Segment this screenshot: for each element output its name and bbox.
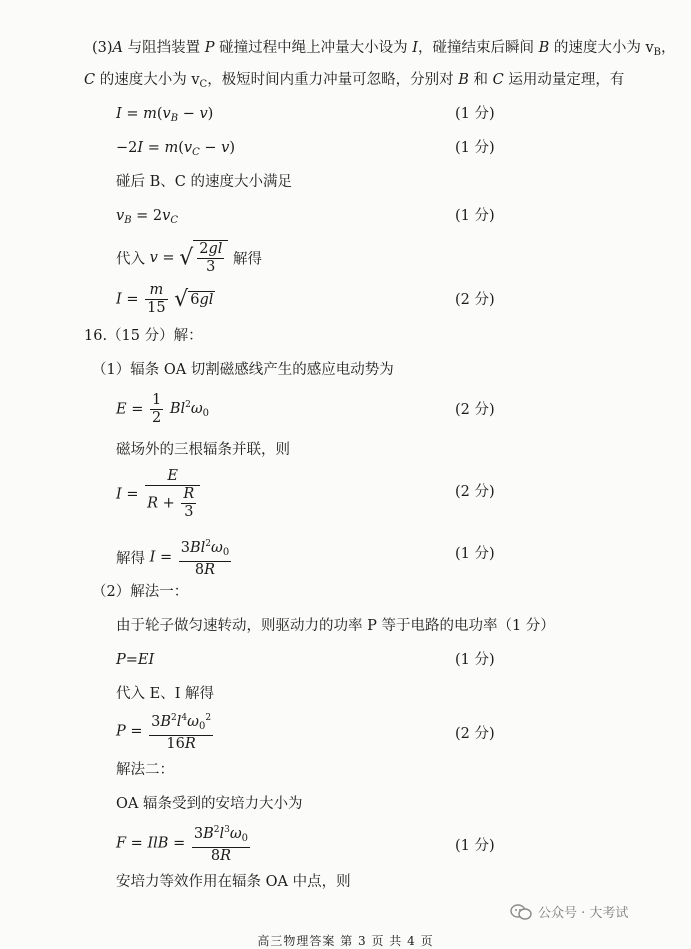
q16-part1: （1）辐条 OA 切割磁感线产生的感应电动势为 — [92, 362, 394, 378]
equation-emf: E = $\frac{1}{2}$ $Bl^2\omega_0$ — [116, 392, 210, 426]
equation-impulse-c: $-2I = m(v_C - v)$ — [116, 140, 236, 158]
ampere-force-text: OA 辐条受到的安培力大小为 — [116, 796, 303, 812]
equation-velocity-relation: $v_B = 2v_C$ — [116, 208, 179, 226]
equation-impulse-b: $I = m(v_B - v)$ — [116, 106, 214, 124]
score-eq5: (2 分) — [455, 402, 495, 418]
uniform-rotation-text: 由于轮子做匀速转动，则驱动力的功率 P 等于电路的电功率（1 分） — [116, 618, 555, 634]
result-current: 解得 I = $\frac{3Bl^2\omega_0}{8R}$ — [116, 536, 233, 579]
score-eq6: (2 分) — [455, 484, 495, 500]
score-eq10: (1 分) — [455, 838, 495, 854]
score-eq4: (2 分) — [455, 292, 495, 308]
parallel-text: 磁场外的三根辐条并联，则 — [116, 442, 290, 458]
page-footer: 高三物理答案 第 3 页 共 4 页 — [257, 934, 434, 948]
substitute-ei-text: 代入 E、I 解得 — [116, 686, 215, 702]
result-power: P = $\frac{3B^2l^4\omega_0^2}{16R}$ — [116, 710, 215, 753]
result-impulse: I = $\frac{m}{15}$ √ 6gl — [116, 282, 214, 316]
part3-intro-cont: C 的速度大小为 $v_C$，极短时间内重力冲量可忽略，分别对 B 和 C 运用动量定理，有 — [84, 72, 625, 90]
after-collision-text: 碰后 B、C 的速度大小满足 — [116, 174, 292, 190]
score-eq1: (1 分) — [455, 106, 495, 122]
equation-power: P=EI — [116, 652, 155, 668]
equation-ampere-force: F = IlB = $\frac{3B^2l^3\omega_0}{8R}$ — [116, 822, 252, 865]
score-eq9: (2 分) — [455, 726, 495, 742]
score-eq3: (1 分) — [455, 208, 495, 224]
score-eq2: (1 分) — [455, 140, 495, 156]
watermark-text: 公众号 · 大考试 — [538, 906, 629, 921]
part3-intro: (3)A 与阻挡装置 P 碰撞过程中绳上冲量大小设为 I，碰撞结束后瞬间 B 的速度大小为 $v_B$， — [92, 40, 676, 58]
score-eq8: (1 分) — [455, 652, 495, 668]
substitute-v: 代入 v = √ $\frac{2gl}{3}$ 解得 — [116, 241, 262, 275]
question-16-heading: 16.（15 分）解： — [84, 328, 203, 344]
watermark — [510, 902, 628, 921]
equation-current: I = E R + $\frac{R}{3}$ — [116, 468, 202, 521]
wechat-icon — [510, 903, 532, 921]
q16-part2: （2）解法一： — [92, 584, 189, 600]
equivalent-force-text: 安培力等效作用在辐条 OA 中点，则 — [116, 874, 351, 890]
score-eq7: (1 分) — [455, 546, 495, 562]
method-2-heading: 解法二： — [116, 762, 174, 778]
